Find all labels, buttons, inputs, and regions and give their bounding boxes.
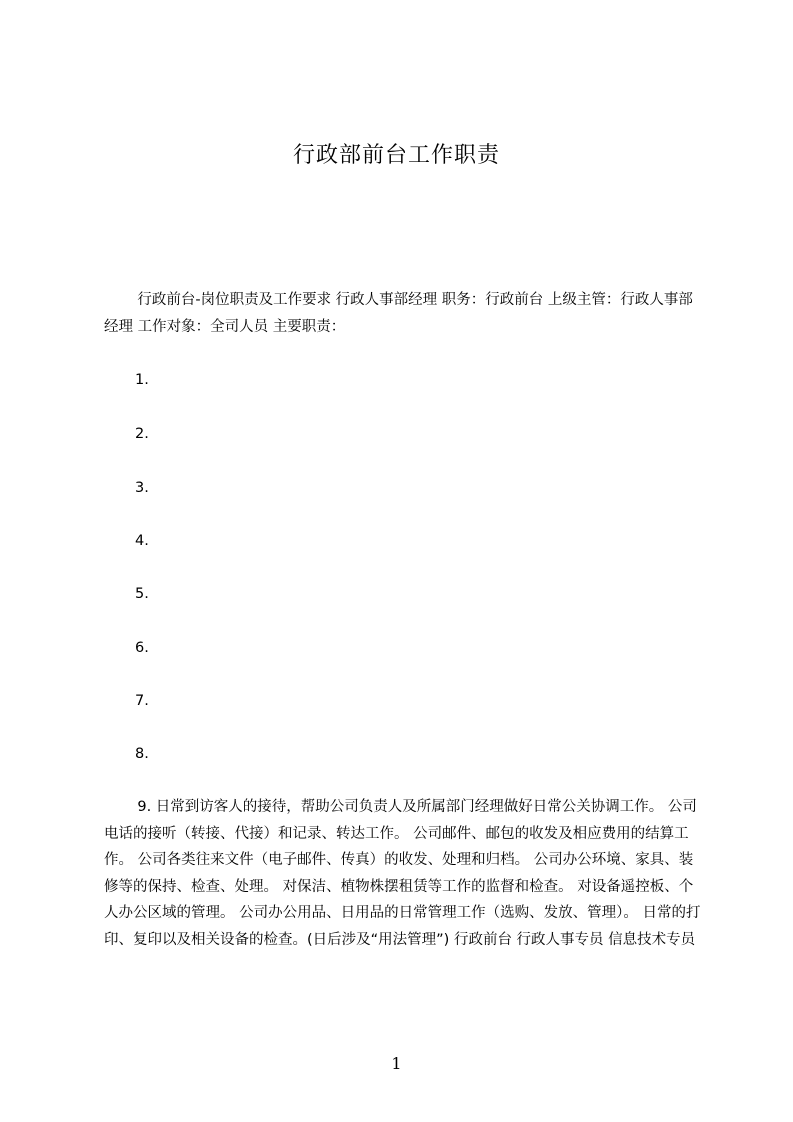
intro-paragraph: 行政前台-岗位职责及工作要求 行政人事部经理 职务：行政前台 上级主管：行政人事部经理 工作对象：全司人员 主要职责： [104,292,693,335]
list-item-number: 8. [135,746,149,762]
page-number: 1 [391,1054,402,1073]
document-title: 行政部前台工作职责 [292,143,500,168]
list-item-number: 7. [135,693,149,709]
list-item-number: 6. [135,640,149,656]
list-item-number: 5. [135,586,149,602]
item-9-paragraph: 9. 日常到访客人的接待，帮助公司负责人及所属部门经理做好日常公关协调工作。 公司电话的接听（转接、代接）和记录、转达工作。 公司邮件、邮包的收发及相应费用的结算工作。 公司各类往来文件（电子邮件、传真）的收发、处理和归档。 公司办公环境、家具、装修等的保持、检查、处理。 对保洁、植物株摆租赁等工作的监督和检查。 对设备遥控板、个人办公区域的管理。 公司办公用品、日用品的日常管理工作（选购、发放、管理）。 日常的打印、复印以及相关设备的检查。(日后涉及“用法管理”) 行政前台 行政人事专员 信息技术专员 [104,799,701,948]
list-item-number: 1. [135,372,149,388]
list-item-number: 4. [135,533,149,549]
list-item-number: 2. [135,426,149,442]
list-item-number: 3. [135,480,149,496]
